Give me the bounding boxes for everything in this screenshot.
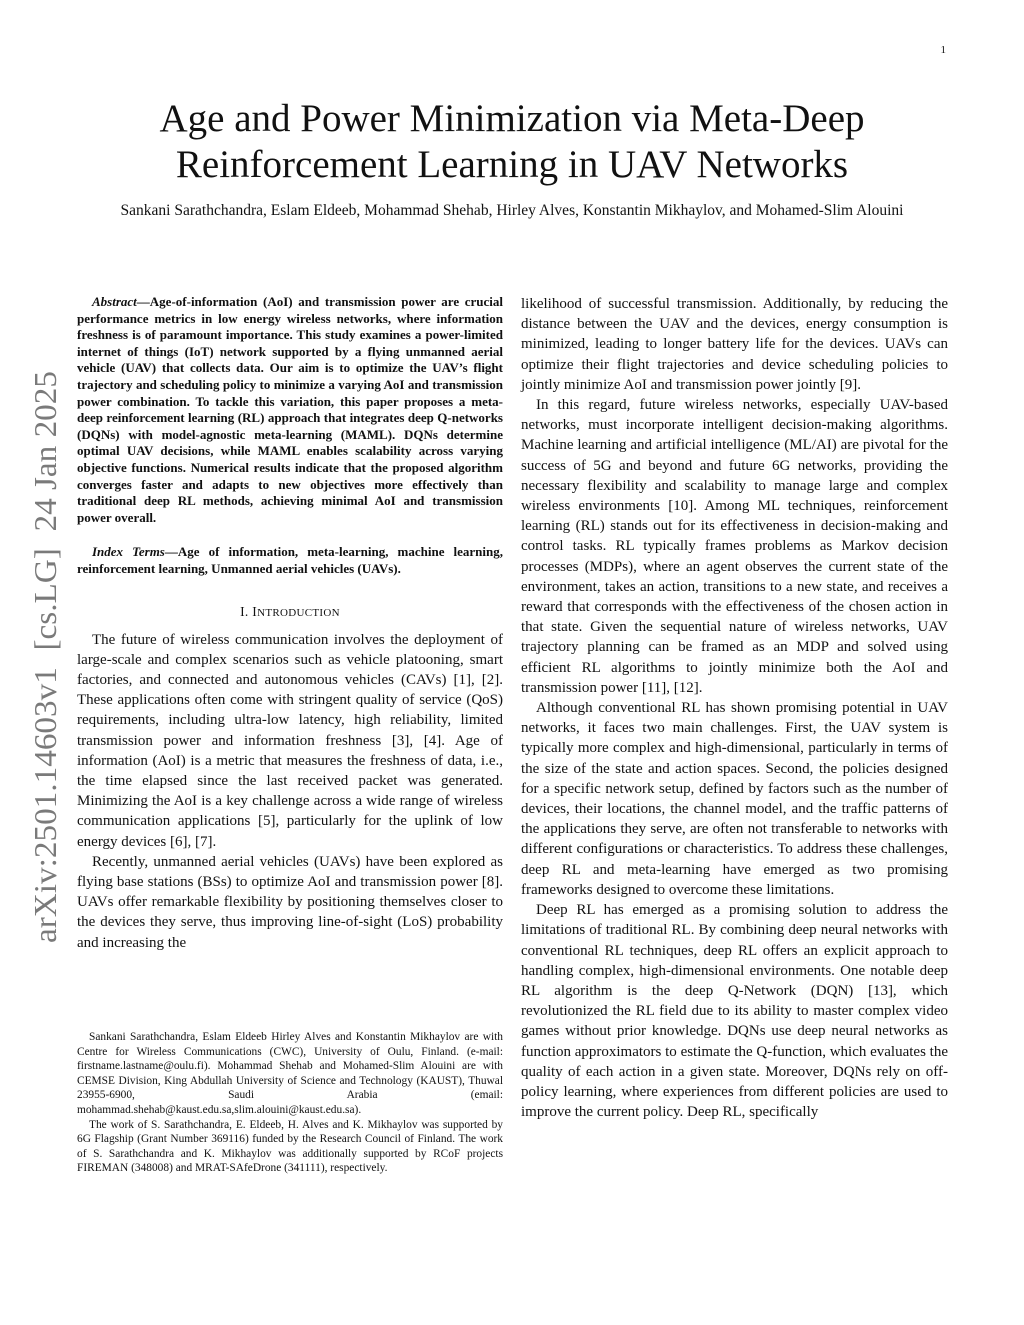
section-heading-introduction <box>77 604 503 620</box>
body-paragraph: Although conventional RL has shown promising potential in UAV networks, it faces two main challenges. First, the UAV system is typically more complex and high-dimensional, particularly in terms of the size of the state and action spaces. Second, the policies designed for a specific network setup, defined by factors such as the number of devices, their locations, the channel model, and the traffic patterns of the applications they serve, are often not transferable to networks with different configurations or characteristics. To address these challenges, deep RL and meta-learning have emerged as two promising frameworks designed to overcome these limitations. <box>521 700 948 898</box>
abstract-text: —Age-of-information (AoI) and transmission power are crucial performance metrics in low energy wireless networks, where information freshness is of paramount importance. This study examines a power-limited internet of things (IoT) network supported by a flying unmanned aerial vehicle (UAV) that collects data. Our aim is to optimize the UAV’s flight trajectory and scheduling policy to minimize a varying AoI and transmission power combination. To tackle this variation, this paper proposes a meta-deep reinforcement learning (RL) approach that integrates deep Q-networks (DQNs) with model-agnostic meta-learning (MAML). DQNs determine optimal UAV decisions, while MAML enables scalability across varying objective functions. Numerical results indicate that the proposed algorithm converges faster and adapts to new objectives more effectively than traditional deep RL methods, achieving minimal AoI and transmission power overall. <box>77 294 503 525</box>
arxiv-stamp-svg <box>4 365 84 945</box>
footnotes <box>77 1030 503 1176</box>
body-paragraph: likelihood of successful transmission. Additionally, by reducing the distance between the UAV and the devices, energy consumption is minimized, leading to longer battery life for the devices. UAVs can optimize their flight trajectories and device scheduling policies to jointly minimize AoI and transmission power jointly [9]. <box>521 296 948 393</box>
body-paragraph: The future of wireless communication involves the deployment of large-scale and complex scenarios such as vehicle platooning, smart factories, and connected and autonomous vehicles (CAVs) [1], [2]. These applications often come with stringent quality of service (QoS) requirements, including ultra-low latency, high reliability, limited transmission power and information freshness [3], [4]. Age of information (AoI) is a metric that measures the freshness of data, i.e., the time elapsed since the last received packet was generated. Minimizing the AoI is a key challenge across a wide range of wireless communication applications [5], particularly for the uplink of low energy devices [6], [7]. <box>77 631 503 850</box>
left-column <box>77 294 503 953</box>
section-title-rest: NTRODUCTION <box>257 606 340 619</box>
footnote-funding: The work of S. Sarathchandra, E. Eldeeb, H. Alves and K. Mikhaylov was supported by 6G Flagship (Grant Number 369116) funded by the Research Council of Finland. The work of S. Sarathchandra and K. Mikhaylov was additionally supported by RCoF projects FIREMAN (348008) and MRAT-SAfeDrone (341111), respectively. <box>77 1118 503 1175</box>
author-list: Sankani Sarathchandra, Eslam Eldeeb, Mohammad Shehab, Hirley Alves, Konstantin Mikhaylov, and Mohamed-Slim Alouini <box>120 202 904 219</box>
section-title-initial: I <box>252 603 258 619</box>
index-terms-text: —Age of information, meta-learning, machine learning, reinforcement learning, Unmanned aerial vehicles (UAVs). <box>77 544 503 576</box>
body-paragraph: Recently, unmanned aerial vehicles (UAVs) have been explored as flying base stations (BSs) to optimize AoI and transmission power [8]. UAVs offer remarkable flexibility by positioning themselves closer to the devices they serve, thus improving line-of-sight (LoS) probability and increasing the <box>77 853 503 951</box>
arxiv-stamp <box>4 365 84 945</box>
footnote-affiliations: Sankani Sarathchandra, Eslam Eldeeb Hirley Alves and Konstantin Mikhaylov are with Centre for Wireless Communications (CWC), University of Oulu, Finland. (e-mail: firstname.lastname@oulu.fi). Mohammad Shehab and Mohamed-Slim Alouini are with CEMSE Division, King Abdullah University of Science and Technology (KAUST), Thuwal 23955-6900, Saudi Arabia (email: mohammad.shehab@kaust.edu.sa,slim.alouini@kaust.edu.sa). <box>77 1031 503 1116</box>
section-numeral: I. <box>240 603 253 619</box>
page-number: 1 <box>940 44 946 56</box>
abstract-lead: Abstract <box>92 294 137 309</box>
arxiv-stamp-text: arXiv:2501.14603v1 [cs.LG] 24 Jan 2025 <box>27 391 63 943</box>
title-line: Age and Power Minimization via Meta-Deep <box>159 97 865 140</box>
index-terms-lead: Index Terms <box>92 544 165 560</box>
index-terms <box>77 544 503 577</box>
paper-title <box>60 96 964 188</box>
abstract <box>77 294 503 526</box>
body-paragraph: In this regard, future wireless networks, especially UAV-based networks, must incorporate intelligent decision-making algorithms. Machine learning and artificial intelligence (ML/AI) are pivotal for the success of 5G and beyond and future 6G networks, providing the necessary flexibility and scalability to manage large and complex wireless environments [10]. Among ML techniques, reinforcement learning (RL) stands out for its effectiveness in decision-making and control tasks. RL typically frames problems as Markov decision processes (MDPs), where an agent observes the current state of the environment, takes an action, transitions to a new state, and receives a reward that corresponds with the effectiveness of the chosen action in that state. Given the sequential nature of wireless networks, UAV trajectory planning can be framed as an MDP and solved using efficient RL algorithms to jointly minimize both the AoI and transmission power [11], [12]. <box>521 397 948 696</box>
title-line: Reinforcement Learning in UAV Networks <box>175 143 849 186</box>
right-column <box>521 294 948 1122</box>
body-paragraph: Deep RL has emerged as a promising solution to address the limitations of traditional RL. By combining deep neural networks with conventional RL techniques, deep RL offers an explicit approach to handling complex, high-dimensional environments. One notable deep RL algorithm is the deep Q-Network (DQN) [13], which revolutionized the RL field due to its ability to master complex video games without prior knowledge. DQNs use deep neural networks as function approximators to estimate the Q-function, which evaluates the quality of each action in a given state. Moreover, DQNs rely on off-policy learning, where experiences from different policies are used to improve the current policy. Deep RL, specifically <box>521 902 948 1121</box>
